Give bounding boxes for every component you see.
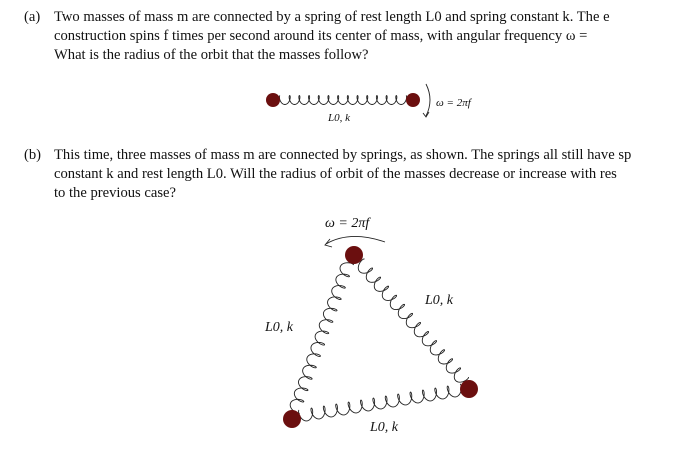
mass-a-left bbox=[266, 93, 280, 107]
spring-b-left-label: L0, k bbox=[265, 320, 293, 335]
spring-b-bottom bbox=[299, 384, 462, 421]
figure-a bbox=[266, 84, 473, 124]
mass-b-top bbox=[345, 246, 363, 264]
omega-label-a: ω = 2πf bbox=[436, 97, 471, 109]
part-a-line-1: Two masses of mass m are connected by a spring of rest length L0 and spring constant k. The e bbox=[54, 9, 610, 25]
rotation-arrow-b bbox=[326, 236, 385, 244]
part-b-line-2: constant k and rest length L0. Will the radius of orbit of the masses decrease or increase with res bbox=[54, 166, 617, 182]
omega-label-b: ω = 2πf bbox=[325, 216, 370, 231]
part-a-line-3: What is the radius of the orbit that the masses follow? bbox=[54, 47, 369, 63]
figure-b bbox=[264, 216, 478, 435]
mass-b-right bbox=[460, 380, 478, 398]
mass-b-left bbox=[283, 410, 301, 428]
part-b-label: (b) bbox=[24, 147, 42, 163]
spring-a-label: L0, k bbox=[328, 112, 350, 124]
spring-b-bottom-label: L0, k bbox=[370, 420, 398, 435]
part-b-line-3: to the previous case? bbox=[54, 185, 176, 201]
part-b-line-1: This time, three masses of mass m are connected by springs, as shown. The springs all still have sp bbox=[54, 147, 632, 163]
rotation-arrowhead-a bbox=[423, 112, 429, 117]
part-a-line-2: construction spins f times per second around its center of mass, with angular frequency ω = bbox=[54, 28, 588, 44]
spring-b-right bbox=[358, 259, 468, 382]
part-a-label: (a) bbox=[24, 9, 41, 25]
mass-a-right bbox=[406, 93, 420, 107]
spring-a bbox=[279, 96, 406, 105]
spring-b-left bbox=[290, 263, 353, 414]
rotation-arrow-a bbox=[426, 84, 430, 116]
spring-b-right-label: L0, k bbox=[425, 293, 453, 308]
